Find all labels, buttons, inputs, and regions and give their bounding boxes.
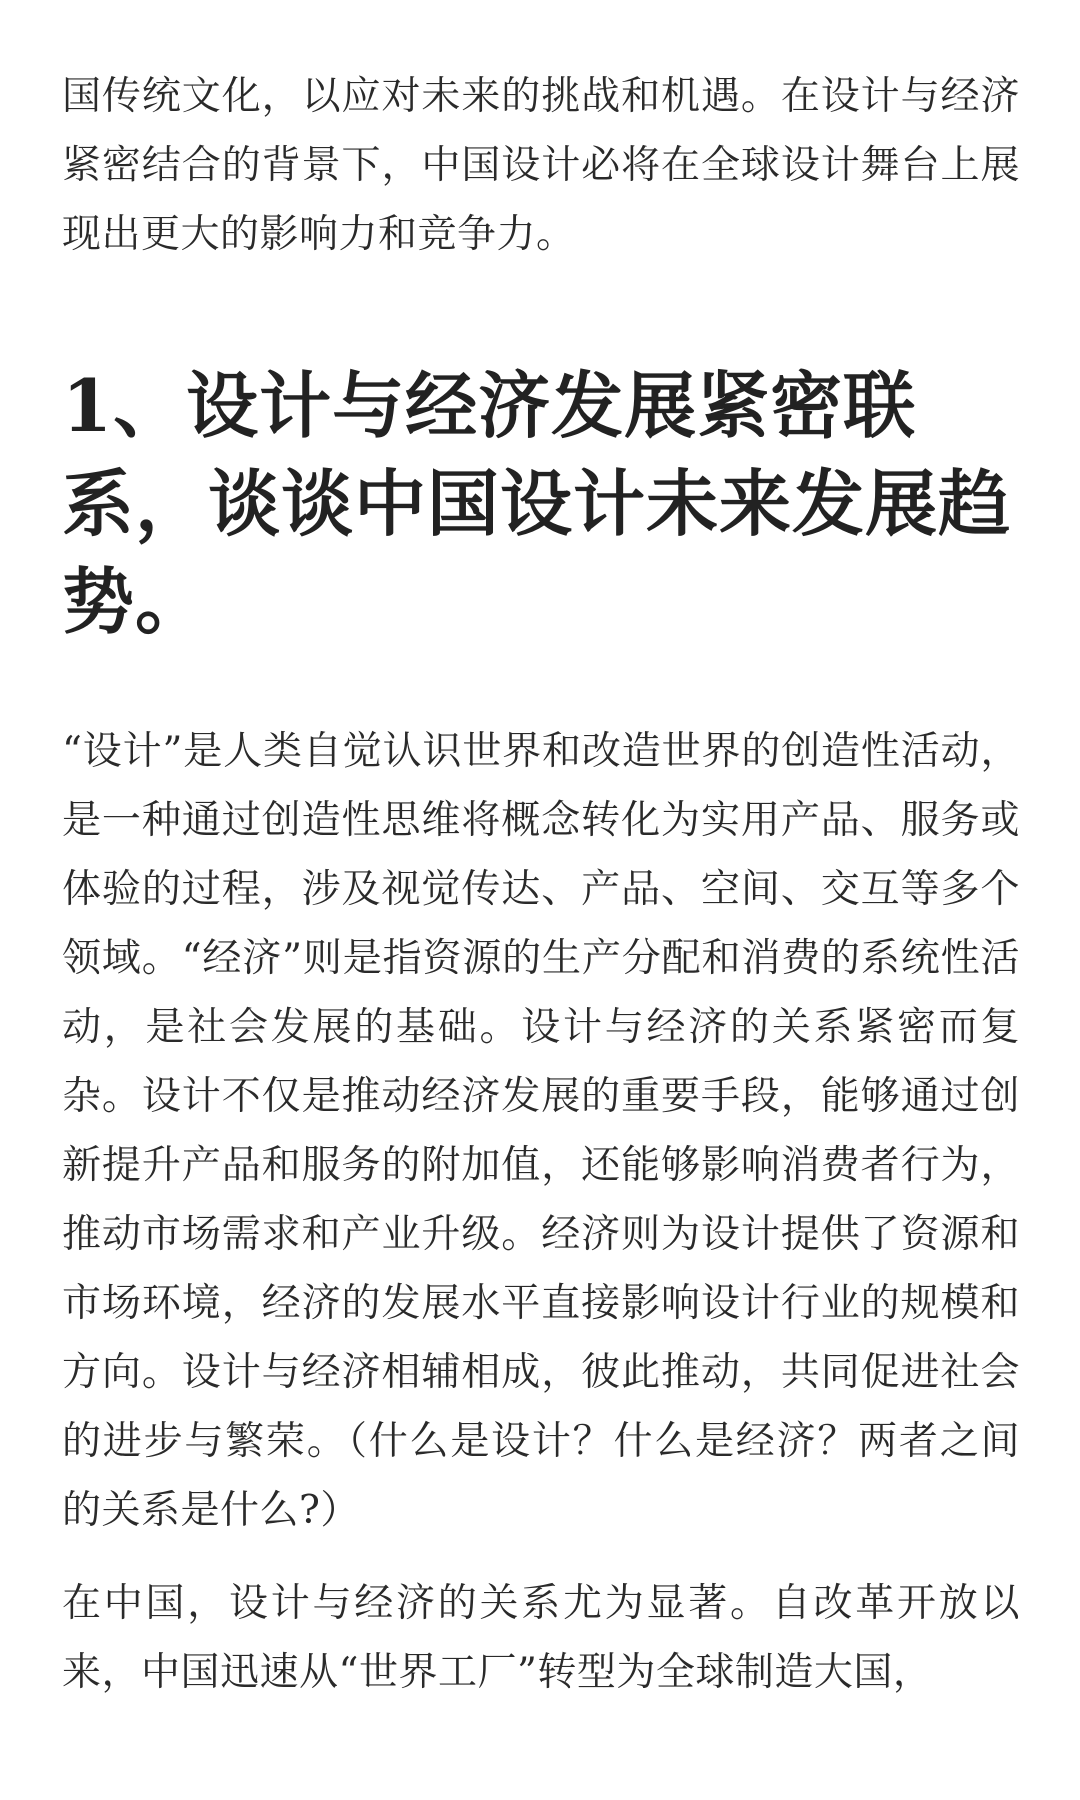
body-paragraph-china: 在中国，设计与经济的关系尤为显著。自改革开放以来，中国迅速从“世界工厂”转型为全球制造大国，	[62, 1581, 1020, 1695]
article-content	[62, 62, 1020, 1731]
body-paragraph-design-economy: “设计”是人类自觉认识世界和改造世界的创造性活动，是一种通过创造性思维将概念转化为实用产品、服务或体验的过程，涉及视觉传达、产品、空间、交互等多个领域。“经济”则是指资源的生产分配和消费的系统性活动，是社会发展的基础。设计与经济的关系紧密而复杂。设计不仅是推动经济发展的重要手段，能够通过创新提升产品和服务的附加值，还能够影响消费者行为，推动市场需求和产业升级。经济则为设计提供了资源和市场环境，经济的发展水平直接影响设计行业的规模和方向。设计与经济相辅相成，彼此推动，共同促进社会的进步与繁荣。（什么是设计？什么是经济？两者之间的关系是什么?）	[62, 729, 1020, 1533]
intro-paragraph: 国传统文化，以应对未来的挑战和机遇。在设计与经济紧密结合的背景下，中国设计必将在全球设计舞台上展现出更大的影响力和竞争力。	[62, 74, 1020, 257]
section-heading: 1、设计与经济发展紧密联系，谈谈中国设计未来发展趋势。	[62, 363, 1012, 644]
